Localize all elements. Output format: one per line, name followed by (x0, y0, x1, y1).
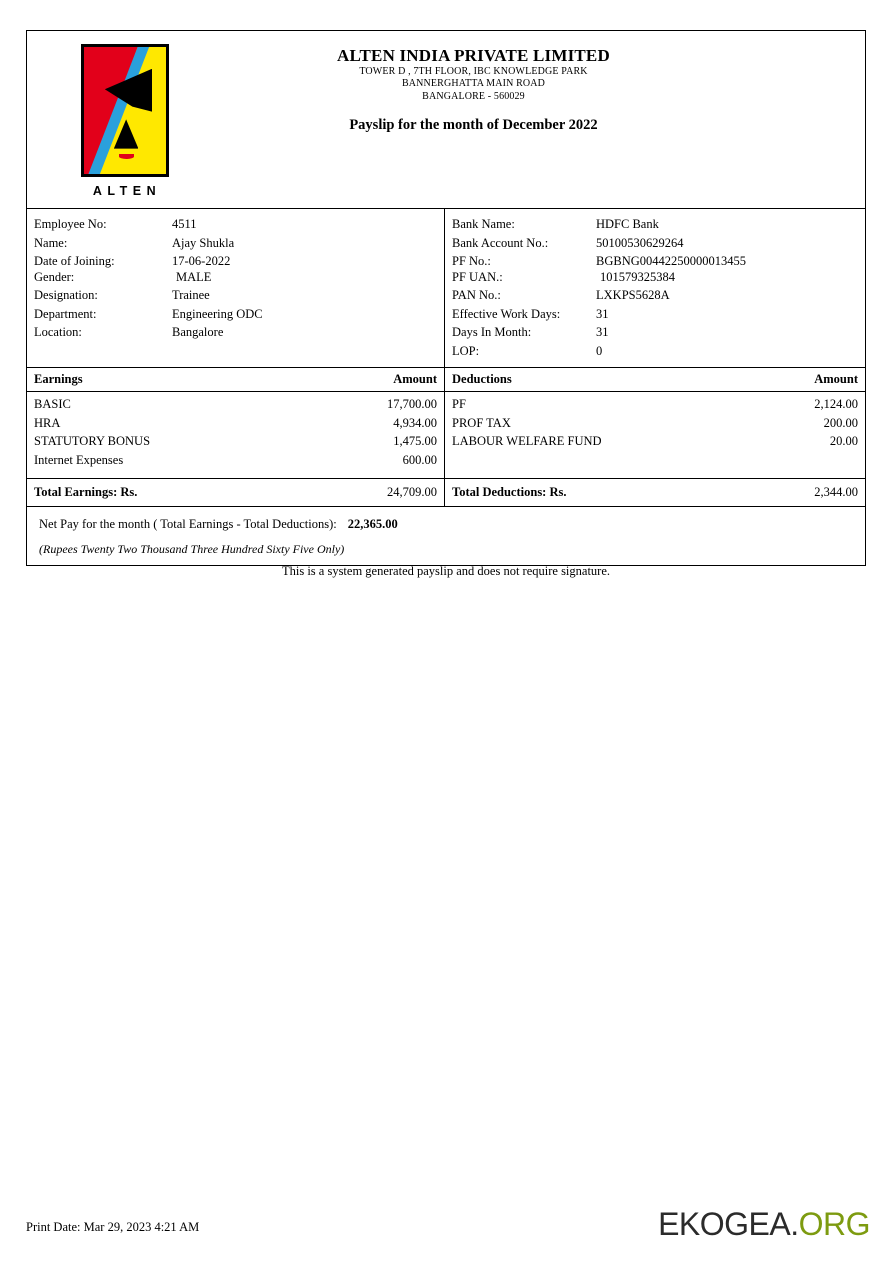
gender-value: MALE (176, 269, 212, 284)
deduction-amount: 200.00 (823, 415, 858, 430)
earning-amount: 4,934.00 (393, 415, 437, 430)
info-row (452, 234, 865, 253)
info-row (34, 286, 444, 305)
deduction-label: PROF TAX (452, 415, 511, 430)
payslip-document (26, 30, 866, 566)
info-row (34, 215, 444, 234)
lop-value: 0 (596, 343, 603, 358)
deduction-amount: 2,124.00 (814, 397, 858, 411)
total-deductions-amount: 2,344.00 (814, 485, 858, 499)
table-row (452, 432, 858, 451)
employee-name-label: Name: (34, 235, 68, 250)
deductions-table (445, 368, 865, 507)
info-row (34, 271, 444, 287)
gender-label: Gender: (34, 269, 75, 284)
table-row (34, 395, 437, 414)
deduction-amount: 20.00 (829, 434, 858, 448)
earning-amount: 17,700.00 (387, 397, 437, 411)
brand-secondary-text: ORG (798, 1206, 870, 1242)
deductions-header-row (445, 368, 865, 392)
table-row (34, 414, 437, 433)
earning-label: BASIC (34, 397, 71, 411)
print-date: Print Date: Mar 29, 2023 4:21 AM (26, 1220, 200, 1234)
bank-name-value: HDFC Bank (596, 217, 659, 231)
company-title-block (222, 31, 865, 134)
location-value: Bangalore (172, 325, 224, 339)
department-value: Engineering ODC (172, 306, 263, 321)
info-row (34, 234, 444, 253)
net-pay-label: Net Pay for the month ( Total Earnings - Total Deductions): (39, 517, 337, 531)
payslip-title: Payslip for the month of December 2022 (349, 116, 598, 133)
earnings-table (27, 368, 445, 507)
pan-no-value: LXKPS5628A (596, 288, 670, 302)
employee-no-value: 4511 (172, 217, 197, 231)
table-row (452, 414, 858, 433)
info-row (452, 286, 865, 305)
table-row (34, 451, 437, 470)
info-row (34, 252, 444, 271)
department-label: Department: (34, 306, 97, 321)
info-row (452, 252, 865, 271)
earning-label: HRA (34, 415, 61, 430)
logo-smile-icon (119, 154, 135, 159)
earnings-header-label: Earnings (34, 372, 83, 386)
company-address-line-2: BANNERGHATTA MAIN ROAD (401, 78, 546, 90)
bank-details (445, 209, 865, 367)
info-row (34, 305, 444, 324)
info-row (452, 215, 865, 234)
system-generated-note: This is a system generated payslip and does not require signature. (281, 564, 611, 578)
net-pay-in-words: (Rupees Twenty Two Thousand Three Hundred Sixty Five Only) (39, 542, 345, 556)
deduction-label: LABOUR WELFARE FUND (452, 434, 602, 448)
deductions-rows (445, 392, 865, 478)
payslip-header (27, 31, 865, 209)
company-logo (27, 31, 222, 198)
earnings-deductions-band (27, 368, 865, 507)
earning-amount: 600.00 (402, 452, 437, 467)
employee-name-value: Ajay Shukla (172, 235, 235, 250)
info-row (452, 342, 865, 361)
table-row (34, 432, 437, 451)
days-in-month-value: 31 (596, 325, 609, 339)
info-row (34, 323, 444, 342)
net-pay-band (27, 507, 865, 565)
brand-primary-text: EKOGEA. (658, 1206, 799, 1242)
total-deductions-row (445, 478, 865, 507)
date-of-joining-value: 17-06-2022 (172, 254, 231, 268)
date-of-joining-label: Date of Joining: (34, 254, 115, 268)
total-earnings-row (27, 478, 444, 507)
bank-account-no-value: 50100530629264 (596, 235, 684, 250)
pf-uan-value: 101579325384 (600, 269, 675, 284)
pf-uan-label: PF UAN.: (452, 269, 503, 284)
employee-no-label: Employee No: (34, 217, 107, 231)
days-in-month-label: Days In Month: (452, 325, 532, 339)
location-label: Location: (34, 325, 82, 339)
net-pay-amount: 22,365.00 (347, 517, 398, 531)
pf-no-value: BGBNG00442250000013455 (596, 254, 747, 268)
effective-work-days-value: 31 (596, 306, 609, 321)
employee-details (27, 209, 445, 367)
table-row (452, 395, 858, 414)
deduction-label: PF (452, 397, 466, 411)
alten-logo-mark (81, 44, 169, 177)
logo-wordmark: ALTEN (92, 184, 162, 198)
total-earnings-label: Total Earnings: Rs. (34, 485, 138, 499)
earning-label: Internet Expenses (34, 452, 124, 467)
earnings-header-row (27, 368, 444, 392)
info-row (452, 305, 865, 324)
total-earnings-amount: 24,709.00 (387, 485, 437, 499)
info-band (27, 209, 865, 368)
pan-no-label: PAN No.: (452, 288, 501, 302)
designation-value: Trainee (172, 288, 210, 302)
deductions-header-label: Deductions (452, 372, 512, 386)
deductions-header-amount: Amount (814, 372, 858, 386)
net-pay-line (27, 514, 865, 535)
earning-amount: 1,475.00 (393, 434, 437, 448)
total-deductions-label: Total Deductions: Rs. (452, 485, 567, 499)
info-row (452, 323, 865, 342)
designation-label: Designation: (34, 288, 98, 302)
earning-label: STATUTORY BONUS (34, 434, 151, 448)
ekogea-watermark (658, 1208, 870, 1240)
company-name: ALTEN INDIA PRIVATE LIMITED (337, 46, 610, 65)
info-row (452, 271, 865, 287)
effective-work-days-label: Effective Work Days: (452, 306, 561, 321)
bank-account-no-label: Bank Account No.: (452, 235, 549, 250)
lop-label: LOP: (452, 343, 480, 358)
bank-name-label: Bank Name: (452, 217, 515, 231)
pf-no-label: PF No.: (452, 254, 491, 268)
company-address-line-3: BANGALORE - 560029 (422, 90, 525, 102)
earnings-header-amount: Amount (393, 372, 437, 386)
company-address-line-1: TOWER D , 7TH FLOOR, IBC KNOWLEDGE PARK (359, 66, 588, 78)
earnings-rows (27, 392, 444, 478)
